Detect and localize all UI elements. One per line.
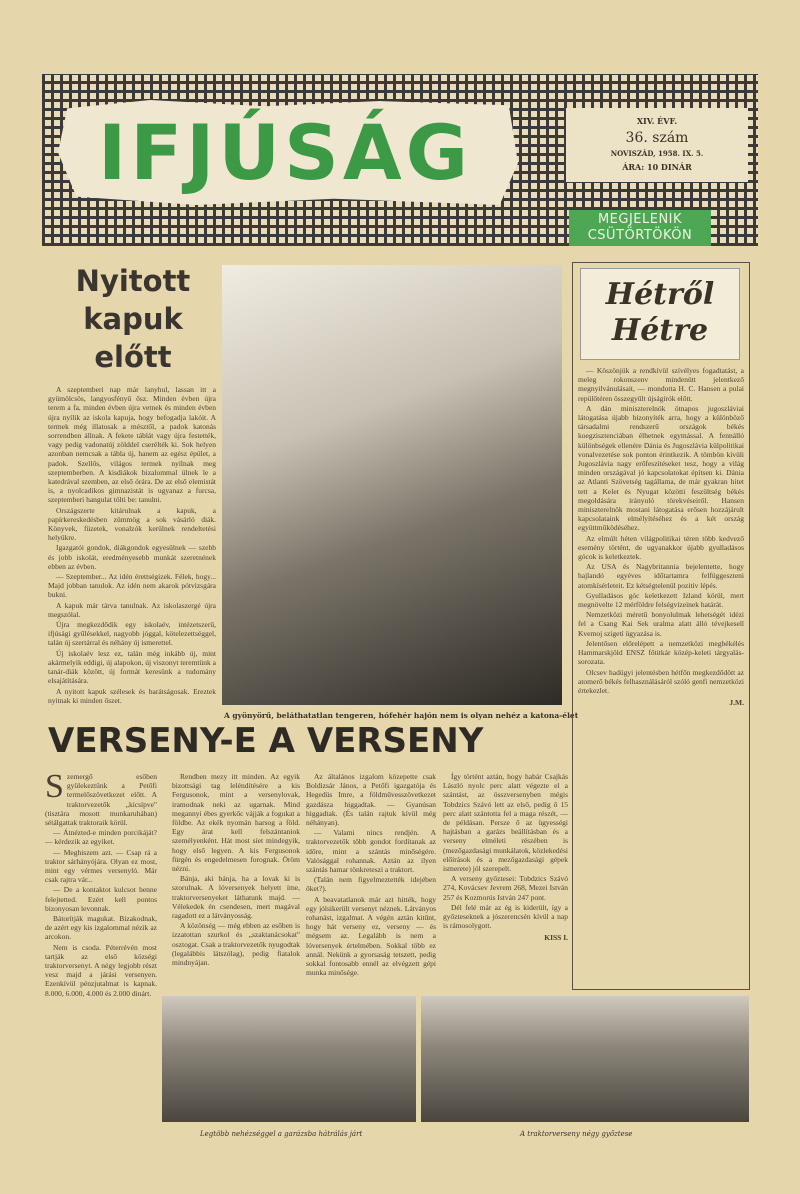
paragraph: A kapuk már tárva tanulnak. Az iskolaszergé újra megszólal. xyxy=(48,600,216,619)
paragraph: — Köszönjük a rendkívül szívélyes fogadtatást, a meleg rokonszenv mindenütt jelentkező megnyilvánulásait, — mondotta H. C. Hansen a pulai repülőtéren összegyűlt újságírók előtt. xyxy=(578,366,744,403)
paragraph: Így történt aztán, hogy habár Csajkás László nyolc perc alatt végezte el a szántást, az összversenyben mégis Tobdzics Szávó lett az első, pedig ő 15 perc alatt szántotta fel a maga részét, — de példásan. Persze ő az ügyességi hajtásban a garázs beállításban és a verseny elméleti részében is (mezőgazdasági munkálatok, közlekedési előírások és a mezőgazdasági gépek ismerete) jól szerepelt. xyxy=(443,772,568,874)
paragraph: (Talán nem figyelmeztették idejében őket?). xyxy=(306,875,436,894)
paragraph: — Átnézted-e minden porcikáját? — kérdezik az egyiket. xyxy=(45,828,157,847)
issue-info xyxy=(566,108,748,182)
price: ÁRA: 10 DINÁR xyxy=(622,162,692,172)
paragraph: A beavatatlanok már azt hitték, hogy egy jólsikerült versenyt néznek. Látványos rohanást, izgalmat. A végén aztán kitűnt, hogy hát verseny ez, verseny — és mégsem az. Legalább is nem a lóversenyek értelmében. Sokkal több ez annál. Nekünk a gyorsaság tetszett, pedig sokkal fontosabb ennél az elvégzett gépi munka minősége. xyxy=(306,894,436,978)
paragraph: A nyitott kapuk szélesek és barátságosak. Ereztek nyitnak ki minden őszet. xyxy=(48,686,216,705)
garage-caption: Legtöbb nehézséggel a garázsba hátrálás járt xyxy=(200,1130,363,1138)
issue-number: 36. szám xyxy=(625,130,689,146)
article-signature: KISS I. xyxy=(544,933,568,943)
paragraph: A közönség — még ebben az esőben is izzatottan szurkol és „szaktanácsokat" osztogat. Csak a traktorvezetők nyugodtak (legalábbis látszólag), pedig fiatalok mindnyájan. xyxy=(172,921,300,968)
paragraph: — Valami nincs rendjén. A traktorvezetők több gondot fordítanak az időre, mint a szántás minőségére. Valósággal rohannak. Aztán az ilyen szántás hamar tönkreteszi a traktort. xyxy=(306,828,436,875)
place-date: NOVISZÁD, 1958. IX. 5. xyxy=(610,149,704,158)
paragraph: Az általános izgalom közepette csak Boldizsár János, a Petőfi igazgatója és Hegedüs Imre, a földművesszövetkezet gazdásza higgadtak. — Gyanúsan higgadtak. (És talán rajtuk kívül még néhányan). xyxy=(306,772,436,828)
paragraph: Gyulladásos góc keletkezett Izland körül, mert megnövelte 12 mérföldre felségvizeinek határát. xyxy=(578,590,744,610)
article-column-3 xyxy=(306,772,436,978)
paragraph: — Meghiszem azt. — Csap rá a traktor sárhányójára. Olyan ez most, mint egy vérmes versenyló. Már csak rajtra vár... xyxy=(45,847,157,885)
paragraph: Nemzetközi méretű bonyolulmak lehetségét idézi fel a Csang Kai Sek uralma alatt álló tévejkesell Kvemoj szigetí ügyazása is. xyxy=(578,610,744,638)
garage-photo xyxy=(162,996,416,1122)
paragraph: Bátorítják magukat. Bizakodnak, de azért egy kis izgalommal nézik az arcokon. xyxy=(45,914,157,942)
schedule-badge xyxy=(569,210,711,246)
paragraph: Nem is csoda. Péterrévén most tartják az első községi traktorversenyt. A négy legjobb részt vesz majd a járási versenyen. Ezenkívül pénzjutalmat is kapnak. 8.000, 6.000, 4.000 és 2.000 dinárt. xyxy=(45,942,157,998)
lead-article-body xyxy=(48,385,216,706)
paragraph: A dán miniszterelnök ötnapos jugoszláviai látogatása újabb bizonyíték arra, hogy a különböző társadalmi rendszerű országok békés koegzisztenciában élhetnek egymással. A fennálló különbségek ellenére Dánia és Jugoszlávia külpolitikai vonalvezetése sok ponton érintkezik. A tömbön kívüli Jugoszlávia nagy erőfeszítéseket tesz, hogy a világ minden országával jó kapcsolatokat építsen ki. Dánia az Atlanti Szövetség tagállama, de már gyakran hitet tett a Kelet és Nyugat közötti feszültség békés megoldására irányuló törekvéseiről. Hansen miniszterelnök mostani látogatása erősen hozzájárult kapcsolataink elmélyítéséhez és a két ország együttműködéséhez. xyxy=(578,403,744,533)
paragraph: Országszerte kitárulnak a kapuk, a papírkereskedésben zümmög a sok vásárló diák. Könyvek, füzetek, vonalzók kerülnek rendeltetési helyükre. xyxy=(48,505,216,543)
schedule-line1: MEGJELENIK xyxy=(597,212,683,227)
sailor-photo xyxy=(222,265,562,705)
paragraph: Igazgatói gondok, diákgondok egyesülnek — szebb és jobb iskolát, eredményesebb munkát szeretnének ebben az évben. xyxy=(48,543,216,571)
paragraph: Olcsev hadügyi jelentésben hétfőn megkezdődött az atomerő békés felhasználásáról szóló genfi nemzetközi értekezlet. xyxy=(578,667,744,695)
paragraph: Új iskolaév lesz ez, talán még inkább új, mint akármelyik eddigi, új alapokon, új viszonyt teremtünk a tanár-diák között, új formát keresünk a tudomány elsajátítására. xyxy=(48,648,216,686)
schedule-line2: CSÜTÖRTÖKÖN xyxy=(587,228,693,243)
article-column-4 xyxy=(443,772,568,944)
paragraph: Rendben mezy itt minden. Az egyik bizottsági tag leléndítésére a kis Fergusonok, mint a versenylovak, iramodnak neki az ugarnak. Mind megannyi ébes gyerkőc vájják a fogukat a földbe. Az ekék nyomán harsog a föld. Egy árat kell felszántaniok személyenként. Hát most siet mindegyik, hogy első legyen. A kis Fergusonok fürgén és engedelmesen forognak. Öröm nézni. xyxy=(172,772,300,874)
het-rol-hetre-logo: Hétről Hétre xyxy=(580,268,740,360)
winners-caption: A traktorverseny négy győztese xyxy=(520,1130,633,1138)
volume: XIV. ÉVF. xyxy=(636,116,678,126)
lead-headline: Nyitott kapuk előtt xyxy=(75,264,191,374)
sidebar-signature: J.M. xyxy=(729,698,744,708)
article-column-2 xyxy=(172,772,300,968)
paragraph: Jelentősen előrelépett a nemzetközi megbékélés Hammarskjöld ENSZ főtitkár közép-keleti tárgyalás-sorozata. xyxy=(578,638,744,667)
paragraph: Újra megkezdődik egy iskolaév, intézetszerű, ifjúsági gyűlésekkel, nagyobb jóggal, kötelezettséggel, talán új szertárral és néhány új ismerettel. xyxy=(48,620,216,648)
paragraph: Az elmúlt héten világpolitikai téren több kedvező esemény történt, de ugyanakkor újabb gyulladásos gócok is keletkeztek. xyxy=(578,533,744,562)
newspaper-title: IFJÚSÁG xyxy=(97,108,473,197)
article-column-1 xyxy=(45,768,157,999)
paragraph: zemergő esőben gyülekeztünk a Petőfi termelőszövetkezet előtt. A traktorvezetők „kicsípve" (tisztára mosott munkaruhában) sétálgattak traktoraik körül. xyxy=(45,772,157,828)
second-headline: VERSENY-E A VERSENY xyxy=(48,721,484,761)
winners-photo xyxy=(421,996,749,1122)
drop-cap: S xyxy=(45,768,64,805)
paragraph: Bánja, aki bánja, ha a lovak ki is szorulnak. A lóversenyek helyett íme, traktorversenyeket láthatunk majd. — Vélekedek én csendesen, mert magával ragadott ez a látványosság. xyxy=(172,874,300,921)
paragraph: — Szeptember... Az idén érettségizek. Félek, hogy... Majd jobban tanulok. Az idén nem akarok pótvizsgára bukni. xyxy=(48,572,216,600)
paragraph: A szeptemberi nap már lanyhul, lassan itt a gyümölcsös, langyosfényű ősz. Minden évben újra terem a fa, minden évben újra vetnek és minden évben újra nyílik az iskola kapuja, hogy befogadja lakóit. A termek még illatosak a mésztől, a padok katonás sorrendben állnak. A fekete táblát vagy újra festették, vagy pedig vadonatúj zölddel cserélték ki. Sok helyen azonban nemcsak a tábla új, hanem az egész épület, a padok. Szellős, világos termek nyílnak meg szeptemberben. A kisdiákok bizalommal ülnek le a katedrával szemben, az első órára. De az első elemistát is, a nyolcadikos gimnazistát is ugyanaz a furcsa, szeptemberi hangulat tölti be: tanulni. xyxy=(48,385,216,505)
photo-caption: A gyönyörű, beláthatatlan tengeren, hófehér hajón nem is olyan nehéz a katona-élet xyxy=(224,711,579,720)
paragraph: A verseny győztesei: Tobdzics Szávó 274, Kovácsev Jevrem 268, Mezei István 257 és Kozmorús István 247 pont. xyxy=(443,874,568,902)
paragraph: — De a kontaktot kulcsot benne felejtetted. Ezért kell pontos bizonyosan levonnak. xyxy=(45,885,157,913)
sidebar-body xyxy=(578,366,744,708)
paragraph: Az USA és Nagybritannia bejelentette, hogy hajlandó egyéves időtartamra felfüggeszteni atomkísérleteit. Ez kétségtelenül pozitív lépés. xyxy=(578,562,744,590)
paragraph: Dél felé már az ég is kiderült, így a győzteseknek a jószerencsén kívül a nap is rámosolygott. xyxy=(443,902,568,931)
